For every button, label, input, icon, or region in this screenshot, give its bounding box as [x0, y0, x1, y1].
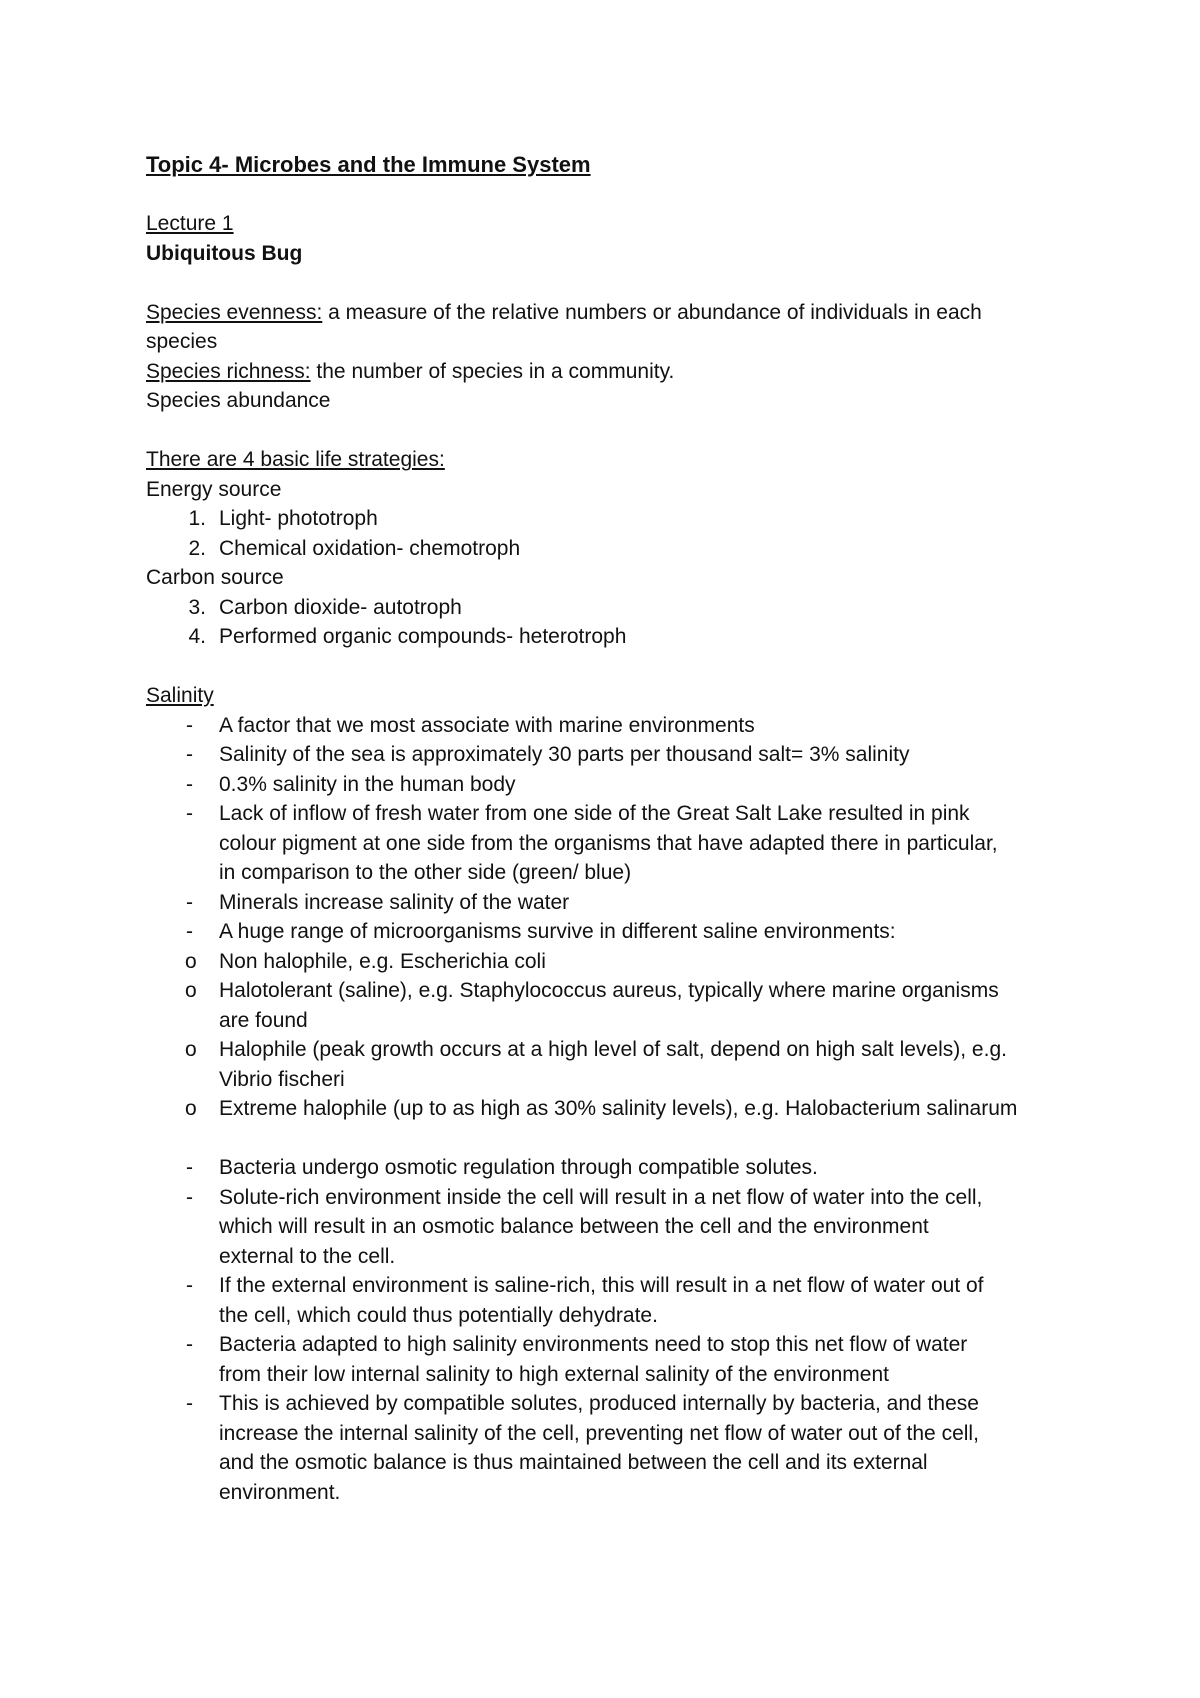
bullet-line: in comparison to the other side (green/ blue) [219, 861, 632, 884]
list-item-text: Chemical oxidation- chemotroph [219, 536, 521, 560]
dash-bullet-icon: - [186, 1392, 193, 1415]
bullet-line: Bacteria adapted to high salinity environments need to stop this net flow of water [219, 1333, 968, 1356]
page-title: Topic 4- Microbes and the Immune System [146, 152, 591, 177]
bullet-item [146, 1271, 1076, 1330]
dash-bullet-icon: - [186, 1333, 193, 1356]
richness-term: Species richness: [146, 359, 311, 383]
document-body [146, 150, 1076, 1507]
bullet-item [146, 799, 1076, 888]
bullet-item [146, 711, 1076, 741]
spacer [146, 180, 1076, 210]
evenness-text: a measure of the relative numbers or abundance of individuals in each [322, 300, 982, 324]
bullet-item [146, 740, 1076, 770]
sub-bullet-item [146, 1094, 1076, 1124]
lecture-subtitle: Ubiquitous Bug [146, 241, 303, 265]
list-number: 1. [188, 507, 206, 530]
circle-bullet-icon: o [185, 1038, 197, 1061]
dash-bullet-icon: - [186, 1185, 193, 1209]
dash-bullet-icon: - [186, 890, 193, 914]
list-item [146, 593, 1076, 623]
bullet-item [146, 1183, 1076, 1272]
dash-bullet-icon: - [186, 802, 193, 825]
circle-bullet-icon: o [185, 1097, 197, 1120]
bullet-item [146, 1330, 1076, 1389]
bullet-line: Extreme halophile (up to as high as 30% salinity levels), e.g. Halobacterium salinarum [219, 1097, 1018, 1120]
list-item [146, 534, 1076, 564]
spacer [146, 1124, 1076, 1154]
dash-bullet-icon: - [186, 1274, 193, 1297]
dash-bullet-icon: - [186, 772, 193, 796]
bullet-line: Salinity of the sea is approximately 30 parts per thousand salt= 3% salinity [219, 743, 910, 766]
strategies-heading: There are 4 basic life strategies: [146, 448, 445, 471]
list-item [146, 622, 1076, 652]
bullet-line: Halophile (peak growth occurs at a high level of salt, depend on high salt levels), e.g. [219, 1038, 1007, 1061]
energy-source-label: Energy source [146, 477, 282, 501]
list-item-text: Performed organic compounds- heterotroph [219, 625, 627, 648]
dash-bullet-icon: - [186, 713, 193, 737]
bullet-line: colour pigment at one side from the organisms that have adapted there in particular, [219, 831, 998, 855]
bullet-line: Bacteria undergo osmotic regulation through compatible solutes. [219, 1156, 818, 1179]
sub-bullet-item [146, 1035, 1076, 1094]
list-item-text: Carbon dioxide- autotroph [219, 595, 462, 619]
dash-bullet-icon: - [186, 743, 193, 766]
carbon-source-label: Carbon source [146, 566, 284, 589]
evenness-continuation: species [146, 330, 218, 353]
bullet-line: A factor that we most associate with marine environments [219, 713, 755, 737]
sub-bullet-item [146, 947, 1076, 977]
bullet-line: environment. [219, 1480, 341, 1504]
abundance-term: Species abundance [146, 389, 331, 412]
bullet-item [146, 888, 1076, 918]
spacer [146, 416, 1076, 446]
bullet-item [146, 917, 1076, 947]
richness-definition [146, 357, 1076, 387]
lecture-label: Lecture 1 [146, 212, 234, 235]
bullet-line: This is achieved by compatible solutes, produced internally by bacteria, and these [219, 1392, 979, 1415]
bullet-line: Minerals increase salinity of the water [219, 890, 570, 914]
list-item [146, 504, 1076, 534]
salinity-heading: Salinity [146, 684, 214, 707]
circle-bullet-icon: o [185, 949, 197, 973]
bullet-line: Non halophile, e.g. Escherichia coli [219, 949, 546, 973]
bullet-line: A huge range of microorganisms survive in different saline environments: [219, 920, 896, 943]
sub-bullet-item [146, 976, 1076, 1035]
evenness-term: Species evenness: [146, 300, 323, 324]
spacer [146, 268, 1076, 298]
bullet-line: the cell, which could thus potentially dehydrate. [219, 1303, 658, 1327]
evenness-definition [146, 298, 1076, 328]
bullet-item [146, 1153, 1076, 1183]
list-item-text: Light- phototroph [219, 507, 378, 530]
richness-text: the number of species in a community. [310, 359, 675, 383]
bullet-line: are found [219, 1008, 308, 1032]
bullet-line: increase the internal salinity of the cell, preventing net flow of water out of the cell, [219, 1421, 979, 1445]
spacer [146, 652, 1076, 682]
bullet-line: and the osmotic balance is thus maintained between the cell and its external [219, 1451, 928, 1474]
bullet-line: Solute-rich environment inside the cell will result in a net flow of water into the cell, [219, 1185, 983, 1209]
bullet-line: Lack of inflow of fresh water from one side of the Great Salt Lake resulted in pink [219, 802, 970, 825]
bullet-item [146, 1389, 1076, 1507]
bullet-line: Halotolerant (saline), e.g. Staphylococcus aureus, typically where marine organisms [219, 979, 999, 1002]
list-number: 4. [188, 625, 206, 648]
list-number: 2. [188, 536, 206, 560]
bullet-line: which will result in an osmotic balance between the cell and the environment [219, 1215, 929, 1238]
dash-bullet-icon: - [186, 920, 193, 943]
bullet-item [146, 770, 1076, 800]
bullet-line: If the external environment is saline-rich, this will result in a net flow of water out of [219, 1274, 984, 1297]
bullet-line: 0.3% salinity in the human body [219, 772, 516, 796]
bullet-line: from their low internal salinity to high external salinity of the environment [219, 1362, 889, 1386]
bullet-line: Vibrio fischeri [219, 1067, 345, 1091]
list-number: 3. [188, 595, 206, 619]
bullet-line: external to the cell. [219, 1244, 396, 1268]
circle-bullet-icon: o [185, 979, 197, 1002]
dash-bullet-icon: - [186, 1156, 193, 1179]
